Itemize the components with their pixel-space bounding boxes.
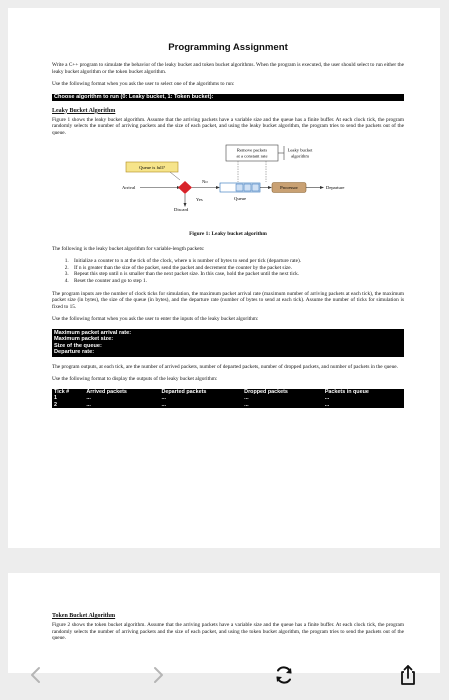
outputs-description: The program outputs, at each tick, are the number of arrived packets, number of departed packets, number of dropped packets, and number of packets in the queue. [52, 363, 398, 370]
inputs-format-text: Use the following format when you ask the user to enter the inputs of the leaky bucket algorithm: [52, 316, 259, 323]
algorithm-intro: The following is the leaky bucket algorithm for variable-length packets: [52, 245, 205, 252]
queue-full-pointer [170, 172, 180, 180]
reload-icon[interactable] [272, 663, 296, 687]
table-cell: ... [86, 401, 91, 408]
queue-processor-arrowhead [268, 186, 272, 189]
remove-packets-label: Remove packets [236, 147, 268, 153]
table-cell: ... [161, 395, 166, 402]
select-format-text: Use the following format when you ask the user to select one of the algorithms to run: [52, 81, 235, 88]
table-row [52, 402, 404, 408]
no-arrowhead [216, 186, 220, 189]
share-icon[interactable] [396, 663, 420, 687]
queue-label: Queue [234, 195, 246, 201]
input-prompt: Size of the queue: [54, 342, 102, 349]
algorithm-step: 2. If n is greater than the size of the packet, send the packet and decrement the counter by the packet size. [70, 265, 404, 272]
inputs-description: The program inputs are the number of clock ticks for simulation, the maximum packet arrival rate (maximum number of arriving packets at each tick), the maximum packet size (in bytes), the size of the queue (in bytes), and the departure rate (number of bytes to send at each tick). Assume the number of ticks for simulation is fixed to 15. [52, 290, 404, 310]
intro-paragraph: Write a C++ program to simulate the behavior of the leaky bucket and token bucket algorithms. When the program is executed, the user should select to run either the leaky bucket algorithm or the token bucket algorithm. [52, 62, 404, 75]
table-header: Dropped packets [244, 388, 288, 395]
no-label: No [202, 178, 208, 184]
outputs-format-text: Use the following format to display the outputs of the leaky bucket algorithm: [52, 376, 218, 383]
algorithm-label: algorithm [291, 153, 309, 159]
table-cell: ... [324, 401, 330, 408]
queue-slot-3 [252, 184, 259, 191]
leaky-bucket-description: Figure 1 shows the leaky bucket algorithm. Assume that the arriving packets have a variable size and the queue has a finite buffer. At each clock tick, the program randomly selects the number of arriving packets and the size of each packet, and using the leaky bucket algorithm, the program tries to send the packets out of the queue. [52, 116, 404, 136]
queue-full-label: Queue is full? [139, 164, 165, 170]
table-cell: ... [161, 401, 166, 408]
departure-arrowhead [320, 186, 324, 189]
yes-label: Yes [196, 196, 203, 202]
table-header: Tick # [54, 388, 70, 395]
input-prompt: Departure rate: [54, 349, 95, 356]
leaky-bucket-label: Leaky bucket [287, 147, 313, 153]
table-header: Packets in queue [324, 388, 369, 395]
input-prompt: Maximum packet size: [54, 336, 114, 343]
leaky-bucket-diagram [52, 143, 404, 227]
leaky-bucket-figure [52, 143, 404, 227]
algorithm-step: 3. Repeat this step until n is smaller than the next packet size. In this case, hold the packet until the next tick. [70, 271, 404, 278]
table-header: Departed packets [161, 388, 207, 395]
token-bucket-heading: Token Bucket Algorithm [52, 613, 116, 619]
bottom-toolbar [0, 655, 449, 700]
algorithm-step: 4. Reset the counter and go to step 1. [70, 278, 404, 285]
discard-label: Discard [174, 206, 189, 212]
document-page-1 [8, 8, 440, 548]
queue-slot-2 [244, 184, 251, 191]
algorithm-steps [70, 258, 404, 284]
chevron-right-icon[interactable] [146, 663, 170, 687]
table-cell: ... [244, 395, 249, 402]
constant-rate-label: at a constant rate [236, 153, 268, 159]
input-prompt: Maximum packet arrival rate: [54, 329, 132, 336]
leaky-bucket-heading: Leaky Bucket Algorithm [52, 107, 116, 114]
document-title: Programming Assignment [168, 42, 288, 53]
arrival-label: Arrival [122, 184, 136, 190]
algorithm-step: 1. Initialize a counter to n at the tick of the clock, where n is number of bytes to send per tick (departure rate). [70, 258, 404, 265]
departure-label: Departure [326, 184, 345, 190]
figure-caption: Figure 1: Leaky bucket algorithm [189, 230, 267, 237]
table-cell: ... [86, 395, 91, 402]
token-bucket-description: Figure 2 shows the token bucket algorithm. Assume that the arriving packets have a variable size and the queue has a finite buffer. At each clock tick, the program randomly selects the number of arriving packets and the size of each packet, and using the token bucket algorithm, the program tries to send the packets out of the queue. [52, 622, 404, 642]
queue-slot-1 [236, 184, 243, 191]
table-cell: ... [244, 401, 249, 408]
table-header: Arrived packets [86, 388, 127, 395]
table-cell: ... [324, 395, 330, 402]
output-table [52, 389, 404, 408]
chevron-left-icon[interactable] [24, 663, 48, 687]
processor-label: Processor [280, 184, 298, 190]
table-cell: 1 [54, 395, 57, 402]
choose-algorithm-prompt: Choose algorithm to run (0: Leaky bucket, 1: Token bucket): [52, 94, 404, 101]
input-prompts-box [52, 329, 404, 357]
table-cell: 2 [54, 401, 57, 408]
decision-diamond [178, 181, 192, 194]
